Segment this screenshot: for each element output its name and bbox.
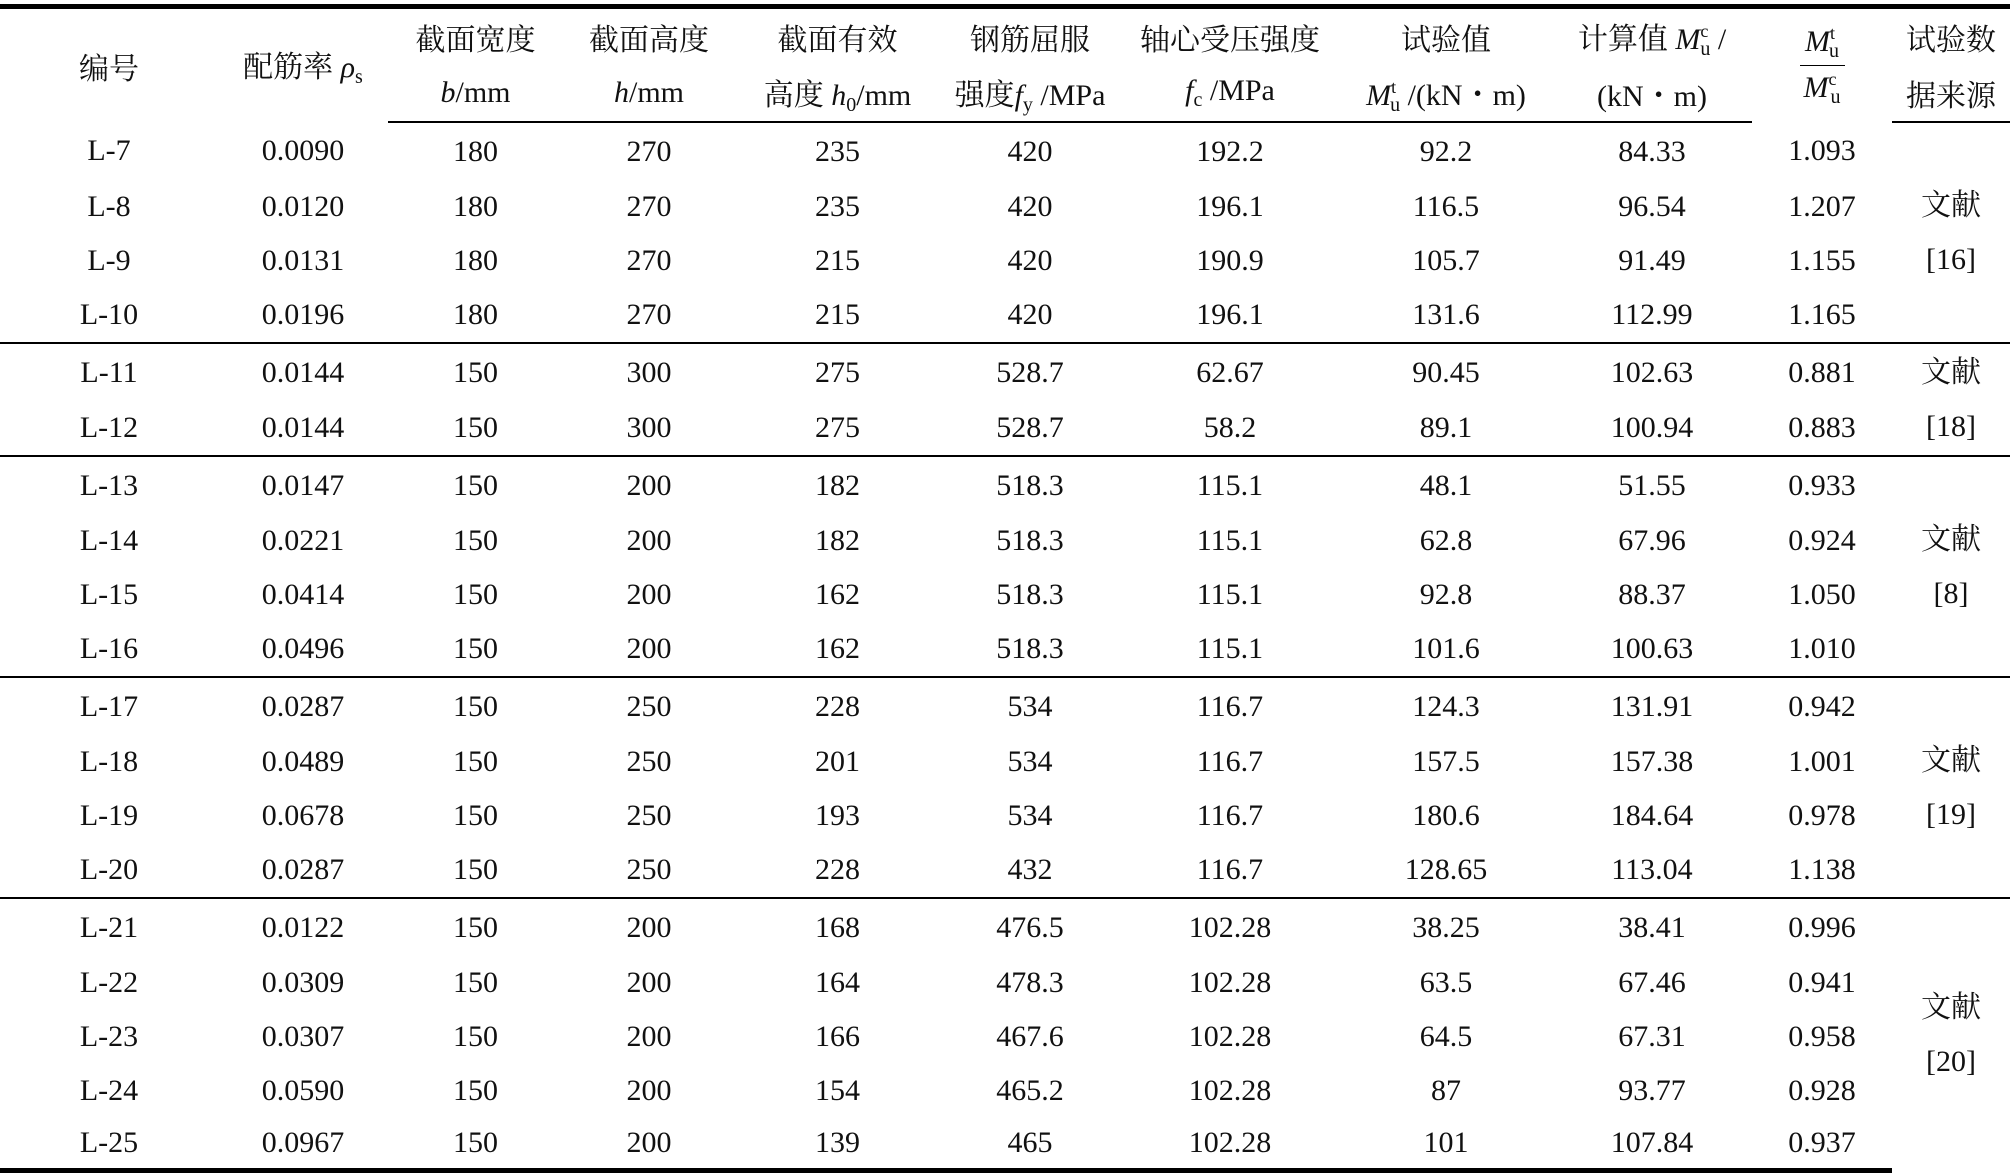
cell-fc: 58.2 — [1203, 411, 1257, 444]
cell-rho: 0.0221 — [261, 524, 345, 557]
table-row — [0, 843, 2010, 898]
cell-b: 150 — [453, 632, 498, 665]
cell-mc: 51.55 — [1552, 456, 1752, 514]
cell-h: 200 — [563, 898, 735, 956]
cell-fc: 116.7 — [1196, 799, 1264, 832]
cell-ratio: 1.093 — [1788, 134, 1856, 167]
cell-ratio: 0.881 — [1752, 343, 1892, 401]
cell-fc: 102.28 — [1188, 1020, 1272, 1053]
cell-mc: 93.77 — [1618, 1074, 1686, 1107]
cell-h0: 182 — [735, 456, 940, 514]
cell-fc: 116.7 — [1196, 745, 1264, 778]
header-h0-label: 截面有效 — [735, 7, 940, 66]
cell-id: L-19 — [79, 799, 139, 832]
cell-mt: 63.5 — [1419, 966, 1473, 999]
cell-b: 150 — [453, 411, 498, 444]
cell-ratio: 1.010 — [1788, 632, 1856, 665]
cell-b: 150 — [453, 524, 498, 557]
cell-mc: 100.63 — [1610, 632, 1694, 665]
cell-mt: 92.2 — [1419, 134, 1473, 168]
cell-fy: 518.3 — [996, 524, 1064, 557]
cell-b: 150 — [453, 966, 498, 999]
table-row — [0, 1010, 2010, 1064]
source-ref: [18] — [1926, 409, 1976, 443]
cell-h: 200 — [626, 1074, 672, 1107]
cell-mt: 89.1 — [1419, 411, 1473, 444]
cell-h: 200 — [626, 966, 672, 999]
cell-h0: 168 — [735, 898, 940, 956]
source-label: 文献 — [1921, 188, 1981, 222]
cell-mt: 116.5 — [1412, 190, 1480, 223]
cell-fy: 534 — [940, 677, 1120, 735]
cell-mc: 38.41 — [1552, 898, 1752, 956]
cell-fy: 467.6 — [996, 1020, 1064, 1053]
cell-h: 300 — [563, 343, 735, 401]
cell-b: 150 — [453, 1074, 498, 1107]
source-ref: [8] — [1933, 576, 1969, 610]
header-mc-label: 计算值 $M^c_u$ / — [1552, 7, 1752, 66]
cell-h: 270 — [626, 244, 672, 277]
cell-mc: 96.54 — [1618, 190, 1686, 223]
cell-id: L-9 — [87, 244, 131, 277]
cell-ratio: 0.942 — [1752, 677, 1892, 735]
table-row — [0, 735, 2010, 789]
cell-mc: 84.33 — [1618, 134, 1686, 168]
cell-mt: 48.1 — [1340, 456, 1552, 514]
cell-b: 180 — [453, 244, 498, 277]
cell-id: L-22 — [79, 966, 139, 999]
cell-ratio: 0.978 — [1788, 799, 1856, 832]
cell-ratio: 0.928 — [1788, 1074, 1856, 1107]
table-group — [0, 343, 2010, 456]
cell-id: L-24 — [79, 1074, 139, 1107]
cell-ratio: 0.924 — [1788, 524, 1856, 557]
cell-id: L-20 — [79, 853, 139, 886]
header-mt-unit: $M^t_u$ /(kN・m) — [1340, 65, 1552, 122]
source-ref: [20] — [1926, 1044, 1976, 1078]
cell-h0: 166 — [815, 1020, 860, 1053]
cell-fy: 528.7 — [996, 411, 1064, 444]
table-row — [0, 288, 2010, 343]
cell-fy: 420 — [1007, 190, 1053, 223]
header-source-line2: 据来源 — [1892, 65, 2010, 122]
cell-b: 180 — [453, 298, 498, 331]
cell-h: 270 — [626, 190, 672, 223]
cell-h0: 193 — [815, 799, 860, 832]
cell-mt: 105.7 — [1412, 244, 1480, 277]
table-row — [0, 456, 2010, 514]
table-row — [0, 1064, 2010, 1118]
cell-h: 270 — [626, 134, 672, 168]
ratio-fraction: $\frac{M^t_u}{M^c_u}$ — [1800, 24, 1845, 107]
cell-source — [1892, 898, 2010, 1171]
header-h0-unit: 高度 $h_0/mm$ — [735, 65, 940, 122]
cell-rho: 0.0496 — [261, 632, 345, 665]
cell-h0: 164 — [815, 966, 860, 999]
header-fc-unit: $f_c$ /MPa — [1120, 65, 1340, 122]
cell-fy: 528.7 — [940, 343, 1120, 401]
cell-fy: 478.3 — [996, 966, 1064, 999]
cell-id: L-10 — [79, 298, 139, 331]
table-row — [0, 343, 2010, 401]
cell-h: 200 — [626, 1020, 672, 1053]
table-row — [0, 1118, 2010, 1171]
cell-ratio: 0.996 — [1752, 898, 1892, 956]
cell-id: L-18 — [79, 745, 139, 778]
cell-ratio: 0.941 — [1788, 966, 1856, 999]
cell-h: 200 — [563, 1118, 735, 1171]
source-label: 文献 — [1921, 743, 1981, 777]
cell-ratio: 0.883 — [1788, 411, 1856, 444]
cell-fc: 196.1 — [1196, 190, 1264, 223]
cell-fc: 102.28 — [1188, 966, 1272, 999]
header-b-unit: b/mm — [388, 65, 563, 122]
cell-fc: 115.1 — [1120, 456, 1340, 514]
header-h-label: 截面高度 — [563, 7, 735, 66]
cell-rho: 0.0967 — [218, 1118, 388, 1171]
cell-id: L-25 — [0, 1118, 218, 1171]
header-fy-label: 钢筋屈服 — [940, 7, 1120, 66]
cell-h0: 162 — [815, 578, 860, 611]
header-mt-label: 试验值 — [1340, 7, 1552, 66]
cell-mc: 184.64 — [1610, 799, 1694, 832]
cell-h0: 275 — [735, 343, 940, 401]
cell-b: 150 — [453, 578, 498, 611]
cell-rho: 0.0590 — [261, 1074, 345, 1107]
header-source-line1: 试验数 — [1892, 7, 2010, 66]
cell-b: 150 — [388, 456, 563, 514]
cell-id: L-16 — [79, 632, 139, 665]
cell-h: 200 — [626, 524, 672, 557]
table-header — [0, 7, 2010, 123]
cell-h0: 228 — [735, 677, 940, 735]
cell-mt: 101.6 — [1412, 632, 1480, 665]
cell-h: 200 — [626, 632, 672, 665]
cell-h: 270 — [626, 298, 672, 331]
table-group — [0, 456, 2010, 677]
cell-b: 150 — [388, 343, 563, 401]
cell-source — [1892, 677, 2010, 898]
cell-fy: 465 — [940, 1118, 1120, 1171]
header-h-unit: h/mm — [563, 65, 735, 122]
cell-h0: 162 — [815, 632, 860, 665]
cell-fc: 115.1 — [1196, 578, 1264, 611]
cell-rho: 0.0414 — [261, 578, 345, 611]
table-group — [0, 677, 2010, 898]
cell-ratio: 1.155 — [1788, 244, 1856, 277]
cell-rho: 0.0147 — [218, 456, 388, 514]
cell-mt: 92.8 — [1419, 578, 1473, 611]
cell-fc: 115.1 — [1196, 524, 1264, 557]
cell-fy: 420 — [1007, 298, 1053, 331]
cell-h0: 215 — [815, 244, 860, 277]
cell-id: L-13 — [0, 456, 218, 514]
cell-id: L-14 — [79, 524, 139, 557]
cell-b: 150 — [388, 898, 563, 956]
table-row — [0, 789, 2010, 843]
cell-rho: 0.0131 — [261, 244, 345, 277]
cell-mt: 101 — [1340, 1118, 1552, 1171]
cell-h: 250 — [626, 745, 672, 778]
cell-rho: 0.0307 — [261, 1020, 345, 1053]
cell-mc: 112.99 — [1611, 298, 1693, 331]
cell-mc: 107.84 — [1552, 1118, 1752, 1171]
cell-b: 150 — [453, 853, 498, 886]
cell-ratio: 1.050 — [1788, 578, 1856, 611]
cell-h0: 275 — [815, 411, 860, 444]
cell-h0: 182 — [815, 524, 860, 557]
header-id: 编号 — [0, 7, 218, 123]
table-row — [0, 956, 2010, 1010]
cell-mt: 157.5 — [1412, 745, 1480, 778]
cell-b: 150 — [453, 1020, 498, 1053]
cell-source — [1892, 122, 2010, 343]
cell-fc: 116.7 — [1196, 853, 1264, 886]
source-label: 文献 — [1921, 522, 1981, 556]
cell-mt: 90.45 — [1340, 343, 1552, 401]
cell-mc: 91.49 — [1618, 244, 1686, 277]
cell-mc: 67.31 — [1618, 1020, 1686, 1053]
cell-mc: 67.96 — [1618, 524, 1686, 557]
table-row — [0, 514, 2010, 568]
cell-mc: 131.91 — [1552, 677, 1752, 735]
cell-mt: 64.5 — [1419, 1020, 1473, 1053]
cell-h: 250 — [626, 799, 672, 832]
cell-b: 150 — [388, 677, 563, 735]
cell-h0: 215 — [815, 298, 860, 331]
cell-rho: 0.0120 — [261, 190, 345, 223]
cell-mt: 38.25 — [1340, 898, 1552, 956]
cell-source — [1892, 343, 2010, 456]
table-row — [0, 568, 2010, 622]
source-label: 文献 — [1921, 355, 1981, 389]
cell-id: L-12 — [79, 411, 139, 444]
cell-b: 150 — [453, 745, 498, 778]
table-row — [0, 401, 2010, 456]
table-row — [0, 622, 2010, 677]
cell-h0: 228 — [815, 853, 860, 886]
cell-h0: 235 — [815, 134, 860, 168]
cell-fy: 465.2 — [996, 1074, 1064, 1107]
cell-id: L-23 — [79, 1020, 139, 1053]
cell-fy: 476.5 — [940, 898, 1120, 956]
cell-mt: 180.6 — [1412, 799, 1480, 832]
cell-mt: 128.65 — [1404, 853, 1488, 886]
cell-source — [1892, 456, 2010, 677]
cell-h0: 154 — [815, 1074, 860, 1107]
header-fc-label: 轴心受压强度 — [1120, 7, 1340, 66]
cell-fy: 518.3 — [996, 578, 1064, 611]
cell-fc: 115.1 — [1196, 632, 1264, 665]
header-rho: 配筋率 $\rho_s$ — [218, 7, 388, 123]
cell-mt: 131.6 — [1412, 298, 1480, 331]
cell-rho: 0.0122 — [218, 898, 388, 956]
table-row — [0, 180, 2010, 234]
cell-mc: 157.38 — [1610, 745, 1694, 778]
table-row — [0, 122, 2010, 180]
cell-mt: 87 — [1431, 1074, 1461, 1107]
cell-b: 180 — [453, 190, 498, 223]
cell-id: L-21 — [0, 898, 218, 956]
header-fy-unit: 强度$f_y$ /MPa — [940, 65, 1120, 122]
cell-rho: 0.0144 — [218, 343, 388, 401]
cell-fc: 196.1 — [1196, 298, 1264, 331]
header-mc-unit: (kN・m) — [1552, 65, 1752, 122]
cell-id: L-11 — [0, 343, 218, 401]
cell-h: 250 — [563, 677, 735, 735]
cell-fc: 102.28 — [1188, 1074, 1272, 1107]
cell-b: 150 — [388, 1118, 563, 1171]
header-ratio — [1752, 7, 1892, 123]
header-b-label: 截面宽度 — [388, 7, 563, 66]
cell-ratio: 0.958 — [1788, 1020, 1856, 1053]
cell-id: L-17 — [0, 677, 218, 735]
cell-fc: 62.67 — [1120, 343, 1340, 401]
cell-rho: 0.0287 — [261, 853, 345, 886]
table-row — [0, 234, 2010, 288]
cell-h: 200 — [626, 578, 672, 611]
cell-mc: 67.46 — [1618, 966, 1686, 999]
cell-h: 300 — [626, 411, 672, 444]
cell-mt: 124.3 — [1340, 677, 1552, 735]
cell-fc: 102.28 — [1120, 898, 1340, 956]
cell-rho: 0.0489 — [261, 745, 345, 778]
cell-rho: 0.0309 — [261, 966, 345, 999]
cell-h0: 235 — [815, 190, 860, 223]
cell-fc: 116.7 — [1120, 677, 1340, 735]
cell-mc: 100.94 — [1610, 411, 1694, 444]
cell-ratio: 1.165 — [1788, 298, 1856, 331]
table-group — [0, 122, 2010, 343]
source-ref: [19] — [1926, 797, 1976, 831]
cell-fy: 420 — [1007, 244, 1053, 277]
beam-test-table — [0, 4, 2010, 1173]
cell-b: 180 — [453, 134, 498, 168]
cell-ratio: 0.937 — [1752, 1118, 1892, 1171]
cell-fc: 192.2 — [1196, 134, 1264, 168]
source-ref: [16] — [1926, 242, 1976, 276]
table-row — [0, 898, 2010, 956]
table-row — [0, 677, 2010, 735]
cell-h: 250 — [626, 853, 672, 886]
cell-ratio: 1.001 — [1788, 745, 1856, 778]
cell-rho: 0.0144 — [261, 411, 345, 444]
cell-fy: 518.3 — [996, 632, 1064, 665]
cell-fy: 534 — [1007, 799, 1053, 832]
cell-id: L-15 — [79, 578, 139, 611]
cell-mc: 102.63 — [1552, 343, 1752, 401]
cell-rho: 0.0196 — [261, 298, 345, 331]
cell-ratio: 1.138 — [1788, 853, 1856, 886]
cell-rho: 0.0287 — [218, 677, 388, 735]
cell-id: L-8 — [87, 190, 131, 223]
cell-fy: 432 — [1007, 853, 1053, 886]
cell-mc: 88.37 — [1618, 578, 1686, 611]
source-label: 文献 — [1921, 990, 1981, 1024]
cell-h: 200 — [563, 456, 735, 514]
cell-rho: 0.0678 — [261, 799, 345, 832]
cell-ratio: 0.933 — [1752, 456, 1892, 514]
cell-fc: 102.28 — [1120, 1118, 1340, 1171]
cell-fy: 420 — [1007, 134, 1053, 168]
cell-b: 150 — [453, 799, 498, 832]
cell-mc: 113.04 — [1611, 853, 1693, 886]
cell-id: L-7 — [87, 134, 131, 167]
cell-fy: 534 — [1007, 745, 1053, 778]
cell-mt: 62.8 — [1419, 524, 1473, 557]
table-group — [0, 898, 2010, 1171]
cell-fc: 190.9 — [1196, 244, 1264, 277]
cell-h0: 139 — [735, 1118, 940, 1171]
cell-fy: 518.3 — [940, 456, 1120, 514]
cell-rho: 0.0090 — [261, 134, 345, 167]
cell-ratio: 1.207 — [1788, 190, 1856, 223]
cell-h0: 201 — [815, 745, 860, 778]
